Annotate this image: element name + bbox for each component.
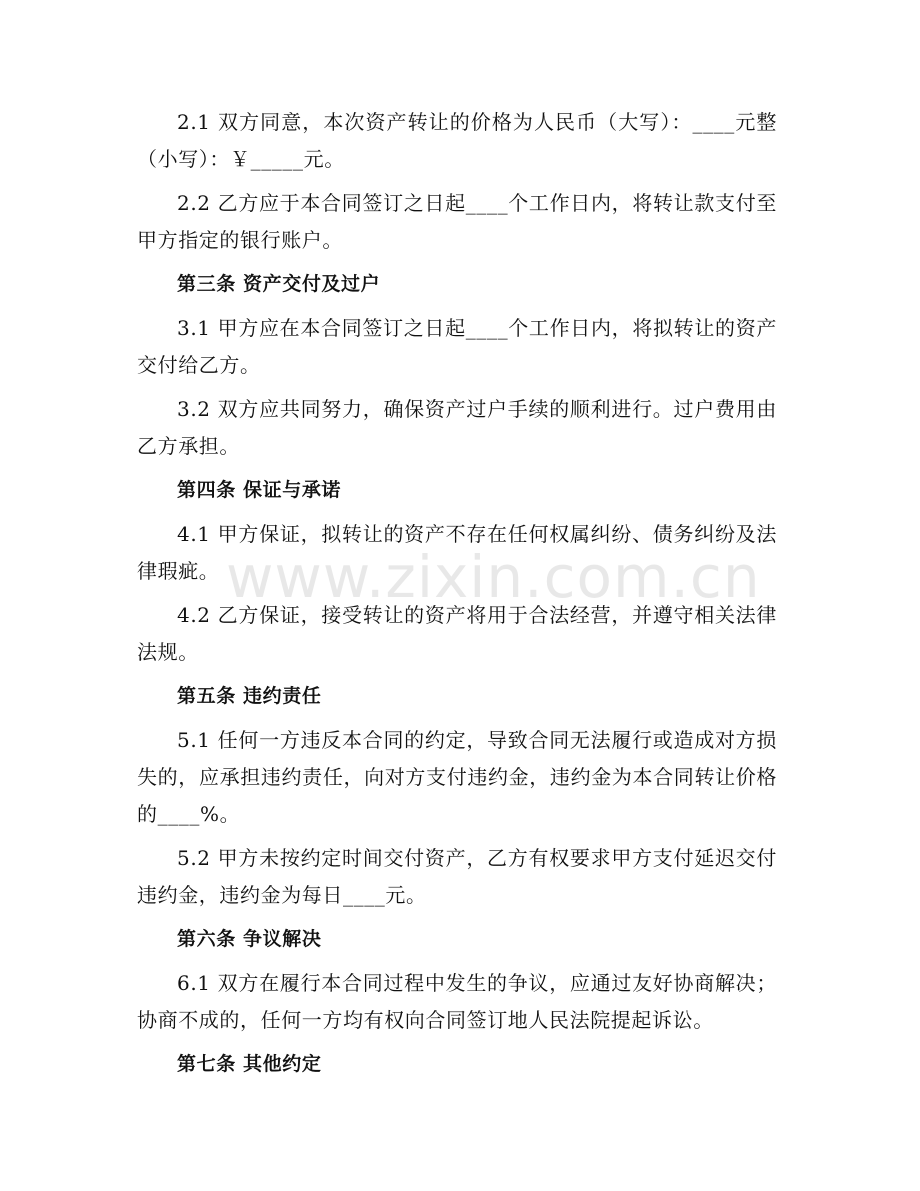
clause-3-1: 3.1 甲方应在本合同签订之日起____个工作日内，将拟转让的资产交付给乙方。 bbox=[137, 316, 777, 377]
clause-3-2: 3.2 双方应共同努力，确保资产过户手续的顺利进行。过户费用由乙方承担。 bbox=[137, 397, 777, 458]
watermark: www.zixin.com.cn bbox=[226, 543, 761, 611]
article-3-heading: 第三条 资产交付及过户 bbox=[177, 273, 381, 295]
clause-4-2: 4.2 乙方保证，接受转让的资产将用于合法经营，并遵守相关法律法规。 bbox=[137, 603, 777, 664]
article-4-heading: 第四条 保证与承诺 bbox=[177, 479, 342, 501]
clause-6-1: 6.1 双方在履行本合同过程中发生的争议，应通过友好协商解决；协商不成的，任何一方均有权向合同签订地人民法院提起诉讼。 bbox=[137, 971, 777, 1032]
clause-5-2: 5.2 甲方未按约定时间交付资产，乙方有权要求甲方支付延迟交付违约金，违约金为每日____元。 bbox=[137, 846, 777, 907]
clause-2-2: 2.2 乙方应于本合同签订之日起____个工作日内，将转让款支付至甲方指定的银行账户。 bbox=[137, 191, 777, 252]
document-body bbox=[137, 104, 777, 1090]
article-6-heading: 第六条 争议解决 bbox=[177, 928, 322, 950]
clause-4-1: 4.1 甲方保证，拟转让的资产不存在任何权属纠纷、债务纠纷及法律瑕疵。 bbox=[137, 522, 777, 583]
clause-2-1: 2.1 双方同意，本次资产转让的价格为人民币（大写）：____元整（小写）：￥_____元。 bbox=[137, 110, 777, 171]
article-7-heading: 第七条 其他约定 bbox=[177, 1053, 322, 1075]
article-5-heading: 第五条 违约责任 bbox=[177, 685, 322, 707]
clause-5-1: 5.1 任何一方违反本合同的约定，导致合同无法履行或造成对方损失的，应承担违约责任，向对方支付违约金，违约金为本合同转让价格的____%。 bbox=[137, 728, 777, 826]
